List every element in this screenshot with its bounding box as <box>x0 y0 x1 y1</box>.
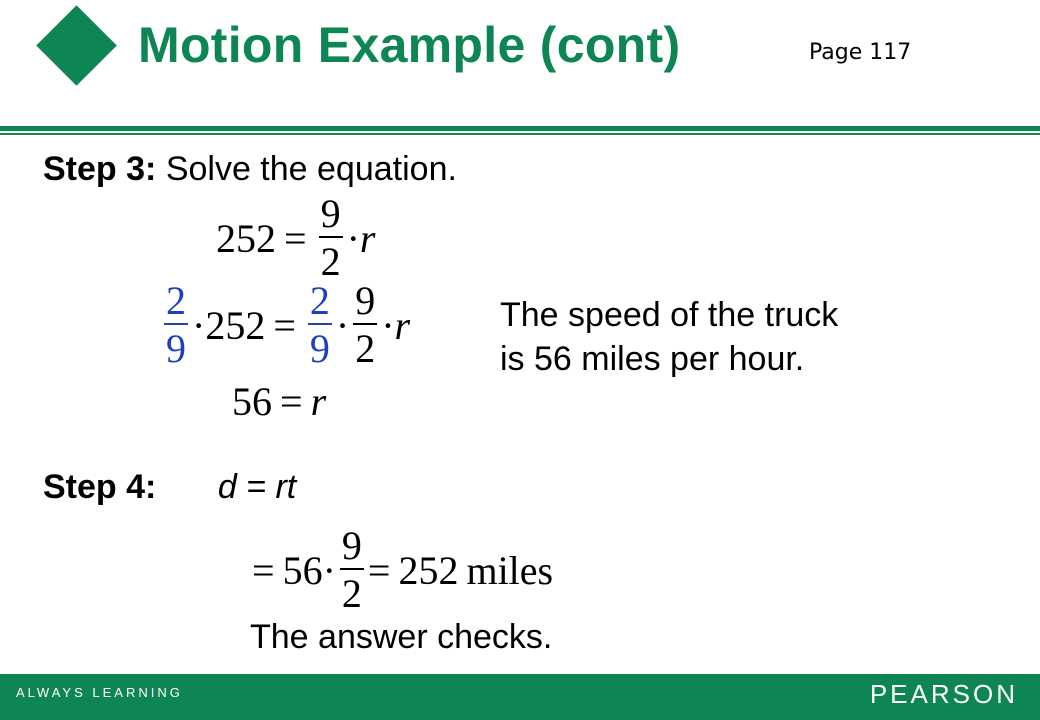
eq2-numerator-2: 2 <box>309 278 330 323</box>
eq1-dot: · <box>346 215 360 261</box>
eq2-dot-2: · <box>335 302 350 348</box>
step-3-label: Step 3: <box>43 150 157 188</box>
eq2-fraction-right <box>353 278 377 371</box>
step-3-line <box>43 150 457 189</box>
calc-rate: 56 <box>282 547 323 593</box>
footer-tagline: ALWAYS LEARNING <box>16 685 183 700</box>
distance-formula: d = rt <box>217 468 297 506</box>
title-divider-thin <box>0 133 1040 135</box>
eq2-value: 252 <box>205 302 266 348</box>
eq2-dot-3: · <box>381 302 395 348</box>
speed-note <box>500 293 838 381</box>
eq2-fraction-mid <box>308 278 332 371</box>
eq1-equals: = <box>284 215 307 261</box>
equation-line-1 <box>216 191 376 284</box>
eq2-equals: = <box>273 302 296 348</box>
eq2-variable: r <box>394 302 411 348</box>
calc-dot: · <box>322 547 336 593</box>
eq3-variable: r <box>310 379 327 424</box>
calc-equals-2: = <box>367 547 391 593</box>
slide-title: Motion Example (cont) <box>138 17 681 73</box>
title-divider <box>0 126 1040 131</box>
eq2-denominator-1: 9 <box>166 326 186 371</box>
step-4-label: Step 4: <box>43 468 157 506</box>
eq2-numerator-3: 9 <box>355 278 376 323</box>
eq3-lhs: 56 <box>232 379 272 424</box>
eq1-numerator: 9 <box>320 191 341 236</box>
footer-bar <box>0 674 1040 720</box>
speed-note-line-2: is 56 miles per hour. <box>500 340 805 378</box>
calc-unit: miles <box>466 547 554 593</box>
step-3-text: Solve the equation. <box>165 150 457 188</box>
conclusion-text: The answer checks. <box>250 618 553 656</box>
eq2-numerator-1: 2 <box>166 278 186 323</box>
calc-fraction <box>340 523 364 616</box>
eq1-lhs: 252 <box>216 215 276 261</box>
page-reference: Page 117 <box>809 40 912 65</box>
equation-line-2 <box>160 278 411 371</box>
eq1-variable: r <box>359 215 376 261</box>
eq1-fraction <box>319 191 343 284</box>
calc-result: 252 <box>398 547 459 593</box>
eq2-denominator-2: 9 <box>309 326 330 371</box>
eq3-equals: = <box>280 379 303 424</box>
eq1-denominator: 2 <box>320 239 341 284</box>
eq2-fraction-left <box>164 278 188 371</box>
distance-calculation <box>252 523 554 616</box>
eq2-denominator-3: 2 <box>355 326 376 371</box>
calc-equals-1: = <box>252 547 275 593</box>
equation-line-3 <box>232 378 326 425</box>
step-4-line <box>43 468 296 507</box>
calc-numerator: 9 <box>341 523 362 568</box>
speed-note-line-1: The speed of the truck <box>500 296 839 334</box>
diamond-bullet-icon <box>36 5 117 86</box>
pearson-logo: PEARSON <box>869 679 1018 709</box>
calc-denominator: 2 <box>341 571 362 616</box>
eq2-dot-1: · <box>192 302 206 348</box>
